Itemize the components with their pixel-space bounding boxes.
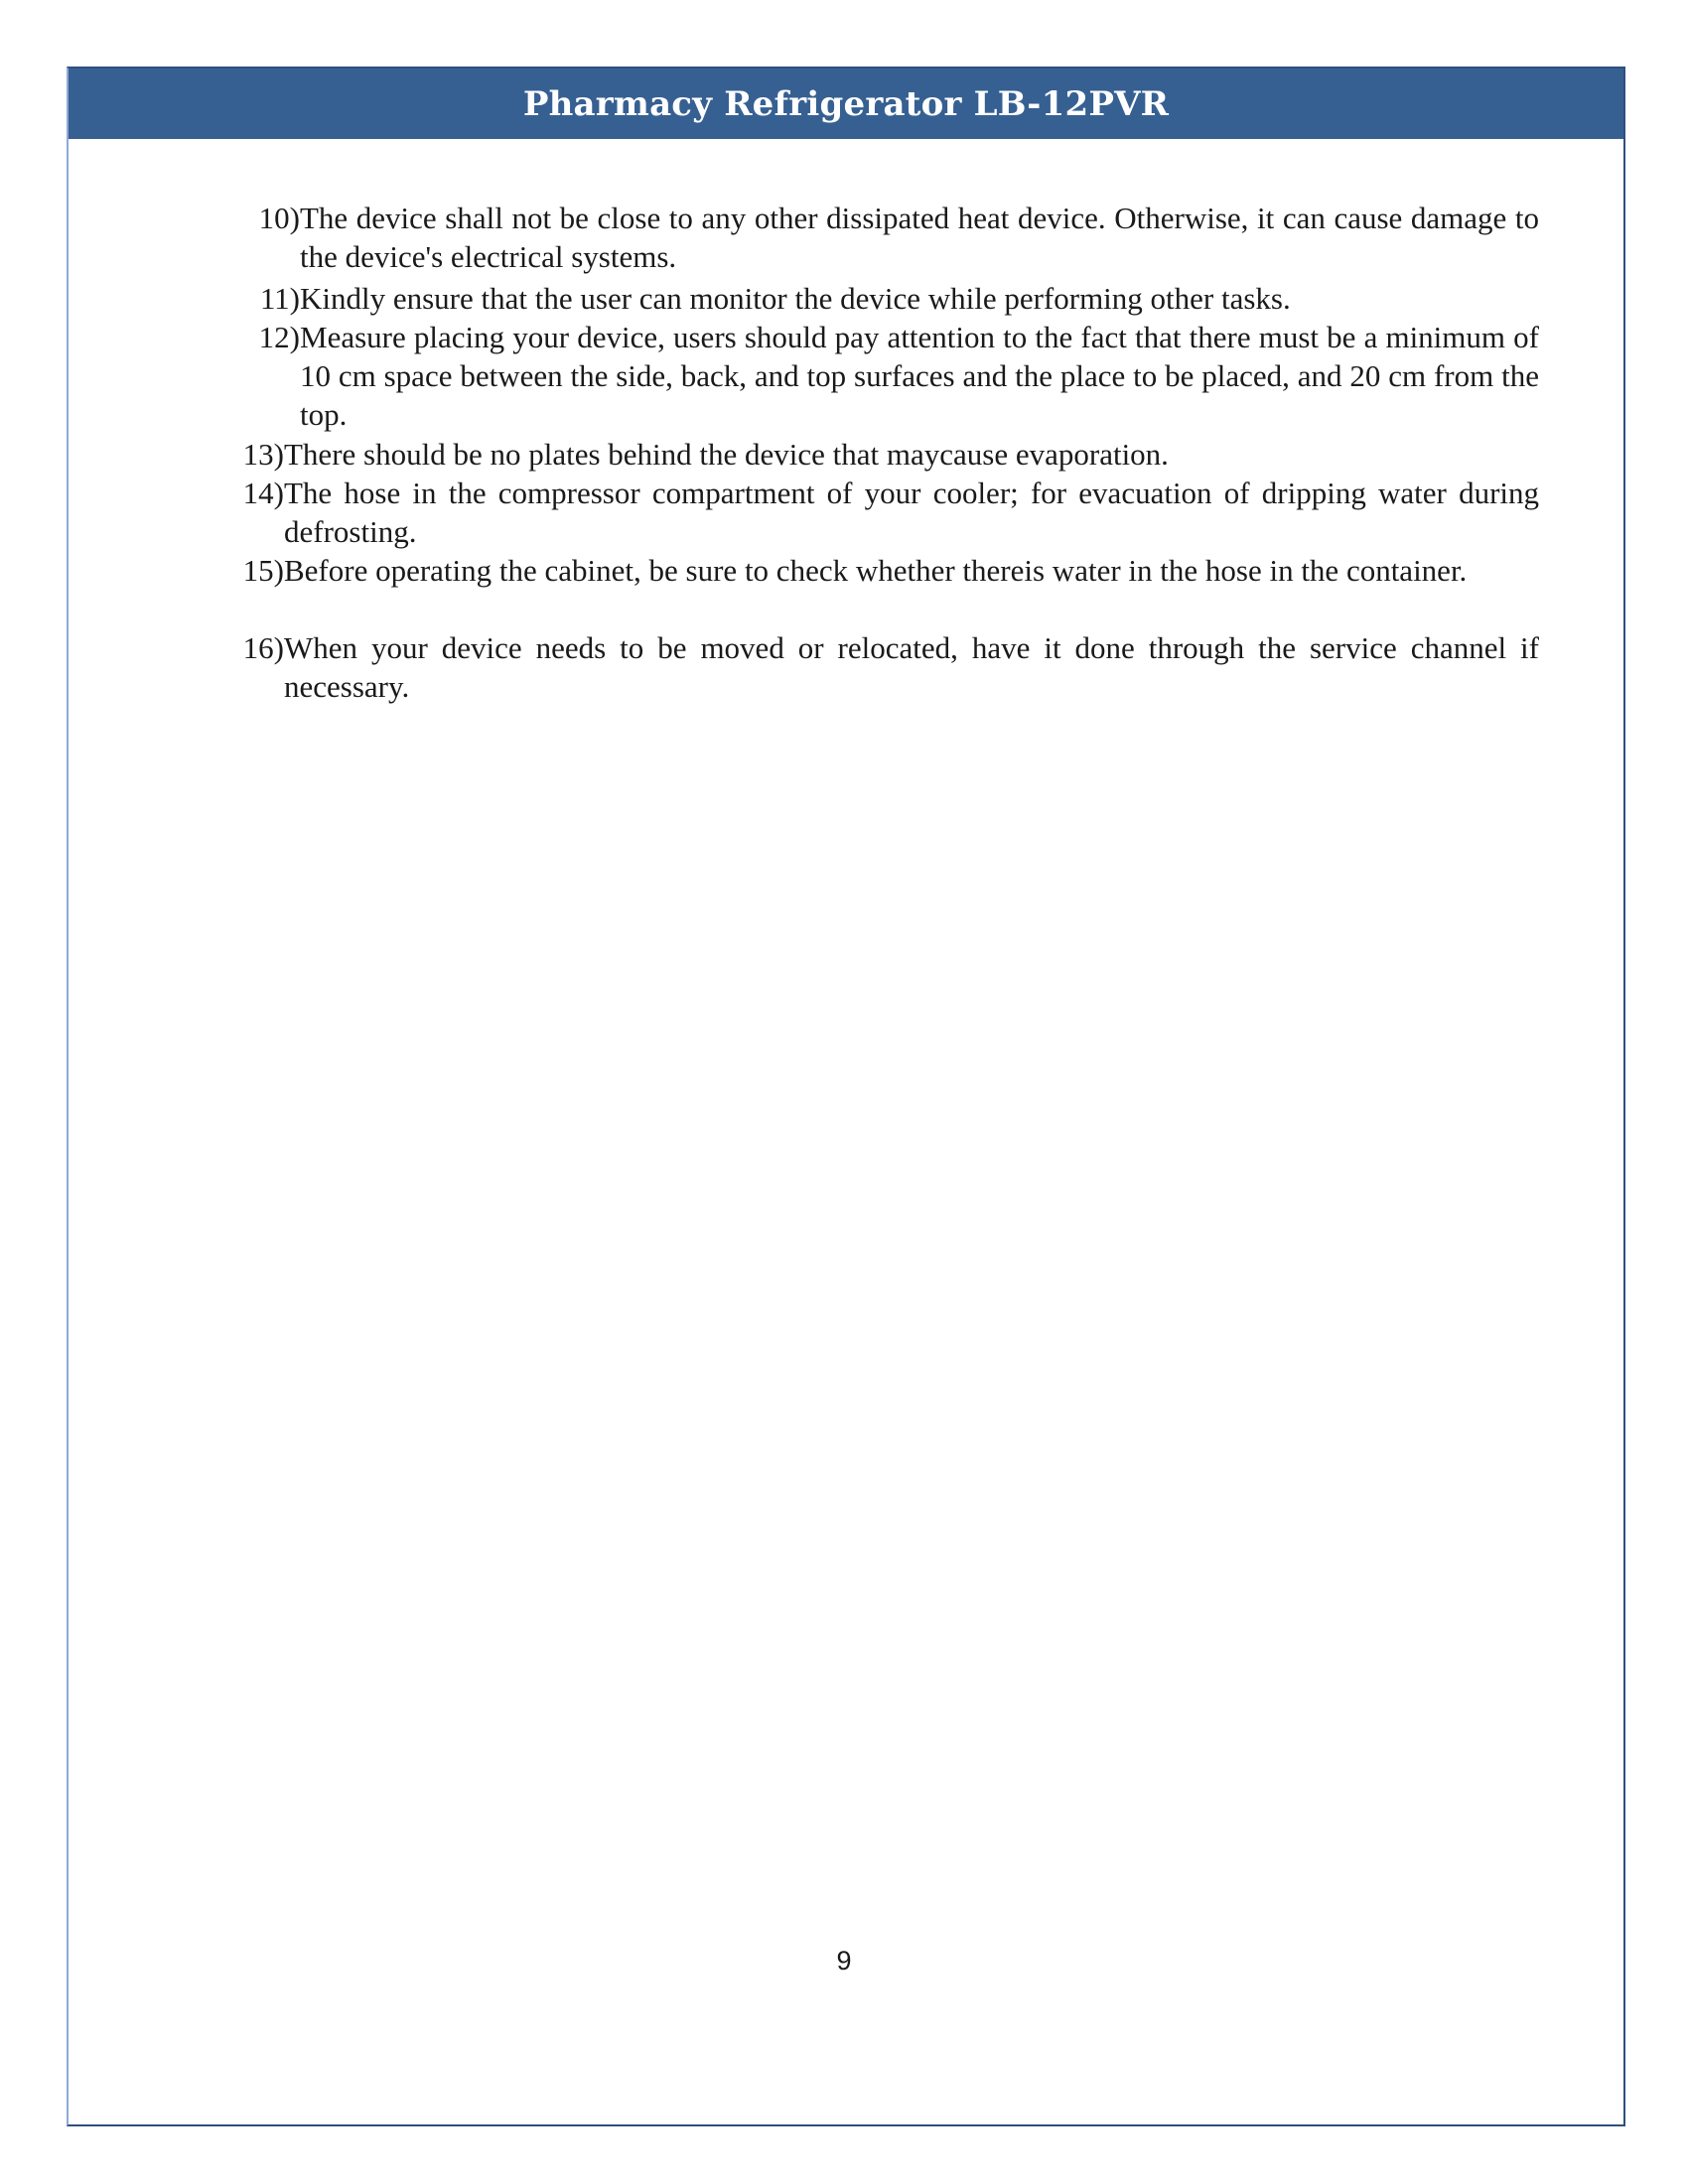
list-item-text: There should be no plates behind the device that maycause evaporation. bbox=[284, 437, 1169, 472]
list-item-number: 10) bbox=[258, 201, 300, 235]
list-item-text: The hose in the compressor compartment of your cooler; for evacuation of dripping water during defrosting. bbox=[284, 476, 1539, 549]
list-item-number: 11) bbox=[259, 281, 300, 316]
list-item-text: The device shall not be close to any other dissipated heat device. Otherwise, it can cause damage to the device's electrical systems. bbox=[300, 201, 1539, 274]
page-number: 9 bbox=[836, 1946, 852, 1976]
list-item-text: Measure placing your device, users should pay attention to the fact that there must be a minimum of 10 cm space between the side, back, and top surfaces and the place to be placed, and 20 cm from the top. bbox=[300, 320, 1539, 432]
list-item-number: 16) bbox=[242, 630, 284, 665]
list-item-text: When your device needs to be moved or relocated, have it done through the service channel if necessary. bbox=[284, 630, 1539, 704]
list-item-text: Kindly ensure that the user can monitor the device while performing other tasks. bbox=[300, 281, 1291, 316]
list-item-number: 12) bbox=[258, 320, 300, 354]
list-item-number: 14) bbox=[242, 476, 284, 510]
list-item-number: 15) bbox=[242, 553, 284, 588]
list-item-number: 13) bbox=[242, 437, 284, 472]
list-item-text: Before operating the cabinet, be sure to check whether thereis water in the hose in the container. bbox=[284, 553, 1468, 588]
header-bar bbox=[69, 68, 1623, 139]
document-title: Pharmacy Refrigerator LB-12PVR bbox=[522, 83, 1170, 124]
